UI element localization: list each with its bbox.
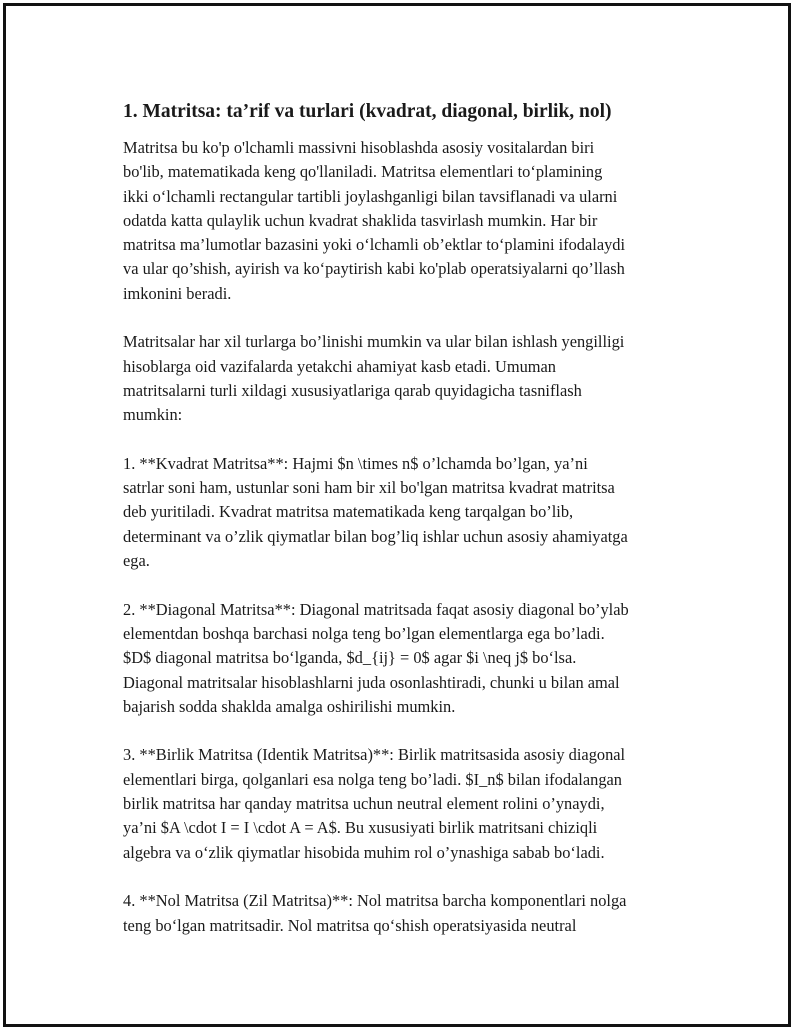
text-line: matritsa ma’lumotlar bazasini yoki o‘lchamli ob’ektlar to‘plamini ifodalaydi bbox=[123, 235, 626, 255]
text-line: imkonini beradi. bbox=[123, 283, 232, 303]
section-heading: 1. Matritsa: ta’rif va turlari (kvadrat, diagonal, birlik, nol) bbox=[123, 101, 612, 122]
text-line: bo'lib, matematikada keng qo'llaniladi. Matritsa elementlari to‘plamining bbox=[123, 162, 603, 182]
text-line: va ular qo’shish, ayirish va ko‘paytirish kabi ko'plab operatsiyalarni qo’llash bbox=[123, 259, 625, 279]
text-line: 2. **Diagonal Matritsa**: Diagonal matritsada faqat asosiy diagonal bo’ylab bbox=[123, 599, 629, 619]
text-line: Matritsa bu ko'p o'lchamli massivni hisoblashda asosiy vositalardan biri bbox=[123, 138, 595, 157]
text-line: $D$ diagonal matritsa bo‘lganda, $d_{ij} = 0$ agar $i \neq j$ bo‘lsa. bbox=[123, 648, 577, 668]
text-line: ikki o‘lchamli rectangular tartibli joylashganligi bilan tavsiflanadi va ularni bbox=[123, 186, 618, 206]
page-frame bbox=[3, 3, 791, 1027]
text-line: ya’ni $A \cdot I = I \cdot A = A$. Bu xususiyati birlik matritsani chiziqli bbox=[123, 818, 598, 838]
text-line: 1. **Kvadrat Matritsa**: Hajmi $n \times n$ o’lchamda bo’lgan, ya’ni bbox=[123, 453, 588, 473]
text-line: hisoblarga oid vazifalarda yetakchi ahamiyat kasb etadi. Umuman bbox=[123, 356, 556, 376]
paragraph-zero-matrix bbox=[123, 889, 698, 938]
text-line: 4. **Nol Matritsa (Zil Matritsa)**: Nol matritsa barcha komponentlari nolga bbox=[123, 891, 627, 911]
text-line: elementdan boshqa barchasi nolga teng bo’lgan elementlarga ega bo’ladi. bbox=[123, 623, 605, 643]
document-body bbox=[123, 98, 698, 962]
text-line: odatda katta qulaylik uchun kvadrat shaklida tasvirlash mumkin. Har bir bbox=[123, 210, 598, 230]
text-line: 3. **Birlik Matritsa (Identik Matritsa)**: Birlik matritsasida asosiy diagonal bbox=[123, 745, 626, 765]
paragraph-diagonal-matrix bbox=[123, 598, 698, 719]
text-line: satrlar soni ham, ustunlar soni ham bir xil bo'lgan matritsa kvadrat matritsa bbox=[123, 478, 615, 498]
text-line: matritsalarni turli xildagi xususiyatlariga qarab quyidagicha tasniflash bbox=[123, 380, 582, 400]
text-line: ega. bbox=[123, 551, 150, 571]
text-line: Diagonal matritsalar hisoblashlarni juda osonlashtiradi, chunki u bilan amal bbox=[123, 672, 620, 692]
text-line: elementlari birga, qolganlari esa nolga teng bo’ladi. $I_n$ bilan ifodalangan bbox=[123, 769, 622, 789]
text-line: algebra va o‘zlik qiymatlar hisobida muhim rol o’ynashiga sabab bo‘ladi. bbox=[123, 842, 605, 862]
text-line: mumkin: bbox=[123, 405, 183, 425]
text-line: Matritsalar har xil turlarga bo’linishi mumkin va ular bilan ishlash yengilligi bbox=[123, 332, 625, 352]
paragraph-square-matrix bbox=[123, 452, 698, 573]
paragraph-classification bbox=[123, 330, 698, 427]
paragraph-identity-matrix bbox=[123, 743, 698, 864]
text-line: determinant va o’zlik qiymatlar bilan bog’liq ishlar uchun asosiy ahamiyatga bbox=[123, 526, 628, 546]
text-line: deb yuritiladi. Kvadrat matritsa matematikada keng tarqalgan bo’lib, bbox=[123, 502, 574, 522]
paragraph-intro bbox=[123, 136, 698, 306]
text-line: birlik matritsa har qanday matritsa uchun neutral element rolini o’ynaydi, bbox=[123, 794, 605, 814]
text-line: teng bo‘lgan matritsadir. Nol matritsa qo‘shish operatsiyasida neutral bbox=[123, 915, 577, 935]
text-line: bajarish sodda shaklda amalga oshirilishi mumkin. bbox=[123, 696, 456, 716]
